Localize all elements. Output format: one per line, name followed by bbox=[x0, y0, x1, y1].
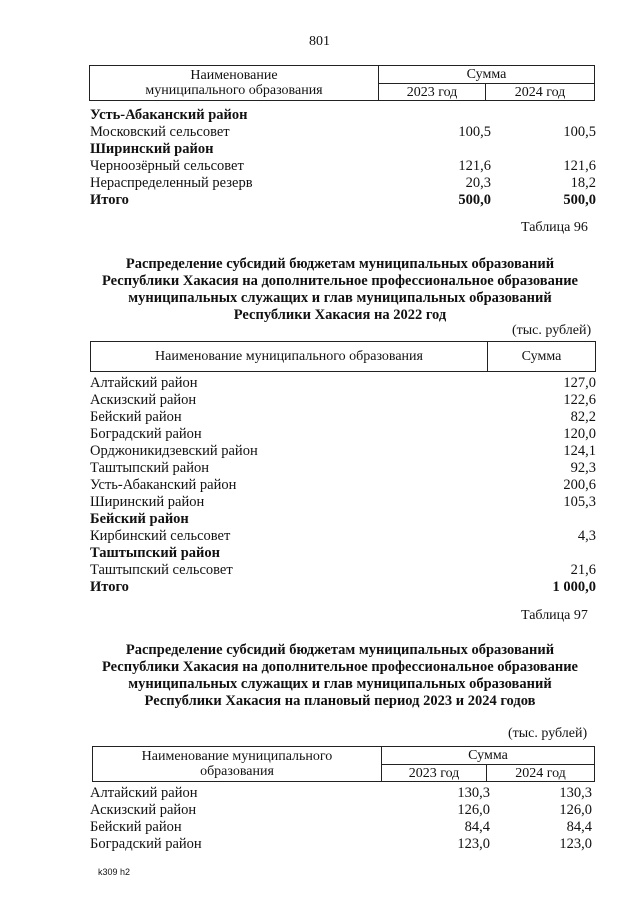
row-name: Московский сельсовет bbox=[90, 124, 230, 140]
row-name: Таштыпский район bbox=[90, 545, 220, 561]
row-value: 20,3 bbox=[465, 175, 491, 191]
row-value: 82,2 bbox=[570, 409, 596, 425]
row-name: Черноозёрный сельсовет bbox=[90, 158, 244, 174]
row-name: Усть-Абаканский район bbox=[90, 107, 248, 123]
row-value: 500,0 bbox=[458, 192, 491, 208]
table1-header-name: Наименование муниципального образования bbox=[90, 66, 379, 101]
row-name: Таштыпский район bbox=[90, 460, 210, 476]
row-name: Кирбинский сельсовет bbox=[90, 528, 231, 544]
table-row bbox=[90, 158, 596, 175]
row-value: 123,0 bbox=[457, 836, 490, 852]
row-value: 4,3 bbox=[577, 528, 596, 544]
table-row bbox=[90, 477, 596, 494]
row-name: Усть-Абаканский район bbox=[90, 477, 237, 493]
table-row bbox=[90, 528, 596, 545]
row-value: 21,6 bbox=[570, 562, 596, 578]
table-row bbox=[90, 409, 596, 426]
row-name: Нераспределенный резерв bbox=[90, 175, 253, 191]
table3-label: Таблица 97 bbox=[521, 608, 588, 623]
row-name: Боградский район bbox=[90, 836, 202, 852]
table-row bbox=[90, 562, 596, 579]
row-value: 92,3 bbox=[570, 460, 596, 476]
row-value: 500,0 bbox=[563, 192, 596, 208]
row-name: Ширинский район bbox=[90, 141, 214, 157]
row-name: Бейский район bbox=[90, 819, 182, 835]
table2-header-sum: Сумма bbox=[488, 342, 596, 372]
row-name: Аскизский район bbox=[90, 802, 197, 818]
table2-header bbox=[90, 341, 596, 372]
table1-header-sum: Сумма bbox=[379, 66, 595, 84]
row-name: Алтайский район bbox=[90, 375, 198, 391]
row-value: 105,3 bbox=[563, 494, 596, 510]
table-row bbox=[90, 494, 596, 511]
row-value: 120,0 bbox=[563, 426, 596, 442]
table-row bbox=[90, 511, 596, 528]
row-name: Боградский район bbox=[90, 426, 202, 442]
row-value: 130,3 bbox=[559, 785, 592, 801]
table3-header-year2: 2024 год bbox=[487, 765, 595, 782]
table2-label: Таблица 96 bbox=[521, 220, 588, 235]
row-name: Бейский район bbox=[90, 409, 182, 425]
row-value: 121,6 bbox=[458, 158, 491, 174]
row-value: 130,3 bbox=[457, 785, 490, 801]
table-row bbox=[90, 426, 596, 443]
row-name: Таштыпский сельсовет bbox=[90, 562, 233, 578]
row-value: 100,5 bbox=[458, 124, 491, 140]
table-row bbox=[90, 579, 596, 596]
table-row bbox=[90, 545, 596, 562]
row-name: Итого bbox=[90, 192, 129, 208]
table-row bbox=[90, 124, 596, 141]
row-name: Алтайский район bbox=[90, 785, 198, 801]
row-name: Аскизский район bbox=[90, 392, 197, 408]
table-row bbox=[90, 375, 596, 392]
table-row bbox=[90, 785, 596, 802]
table-row bbox=[90, 175, 596, 192]
table1-header-year1: 2023 год bbox=[379, 84, 486, 101]
table1-header bbox=[89, 65, 595, 101]
row-value: 84,4 bbox=[566, 819, 592, 835]
table-row bbox=[90, 802, 596, 819]
row-value: 126,0 bbox=[457, 802, 490, 818]
table3-header-year1: 2023 год bbox=[382, 765, 487, 782]
table-row bbox=[90, 443, 596, 460]
table-row bbox=[90, 107, 596, 124]
row-value: 124,1 bbox=[563, 443, 596, 459]
footer-code: k309 h2 bbox=[98, 867, 131, 877]
table-row bbox=[90, 460, 596, 477]
page-number: 801 bbox=[309, 34, 330, 49]
table-row bbox=[90, 141, 596, 158]
table3-header-sum: Сумма bbox=[382, 747, 595, 765]
row-value: 1 000,0 bbox=[552, 579, 596, 595]
table-row bbox=[90, 819, 596, 836]
table-row bbox=[90, 192, 596, 209]
row-value: 123,0 bbox=[559, 836, 592, 852]
table3-units: (тыс. рублей) bbox=[508, 726, 588, 741]
table2-title: Распределение субсидий бюджетам муниципальных образований Республики Хакасия на дополнительное профессиональное образование муниципальных служащих и глав муниципальных образований Республики Хакасия на 2022 год bbox=[102, 256, 578, 323]
table2-units: (тыс. рублей) bbox=[512, 323, 592, 338]
row-value: 100,5 bbox=[563, 124, 596, 140]
row-name: Бейский район bbox=[90, 511, 189, 527]
table1-header-year2: 2024 год bbox=[486, 84, 595, 101]
table-row bbox=[90, 836, 596, 853]
row-value: 200,6 bbox=[563, 477, 596, 493]
row-value: 122,6 bbox=[563, 392, 596, 408]
row-value: 18,2 bbox=[570, 175, 596, 191]
table2-header-name: Наименование муниципального образования bbox=[91, 342, 488, 372]
table-row bbox=[90, 392, 596, 409]
row-value: 84,4 bbox=[464, 819, 490, 835]
row-value: 121,6 bbox=[563, 158, 596, 174]
row-name: Ширинский район bbox=[90, 494, 205, 510]
row-name: Орджоникидзевский район bbox=[90, 443, 258, 459]
row-value: 127,0 bbox=[563, 375, 596, 391]
row-value: 126,0 bbox=[559, 802, 592, 818]
table3-header-name: Наименование муниципального образования bbox=[93, 747, 382, 782]
table3-title: Распределение субсидий бюджетам муниципальных образований Республики Хакасия на дополнительное профессиональное образование муниципальных служащих и глав муниципальных образований Республики Хакасия на плановый период 2023 и 2024 годов bbox=[102, 642, 578, 709]
row-name: Итого bbox=[90, 579, 129, 595]
table3-header bbox=[92, 746, 595, 782]
